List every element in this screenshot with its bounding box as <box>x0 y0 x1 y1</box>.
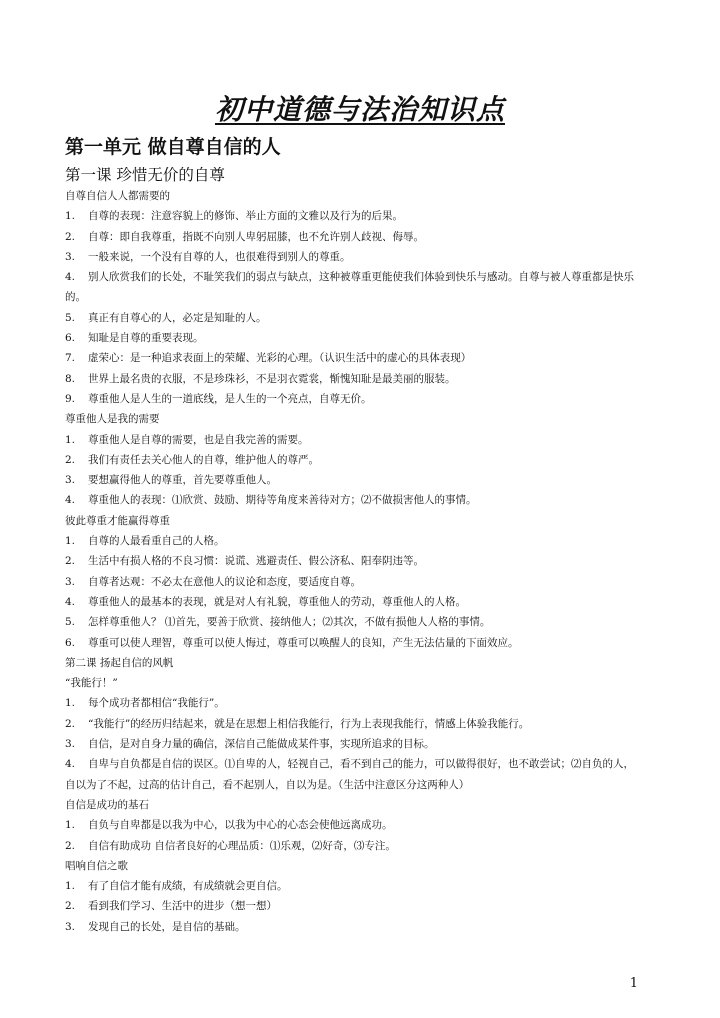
list-item-text: 尊重他人是人生的一道底线，是人生的一个亮点，自尊无价。 <box>88 392 372 405</box>
list-item-continuation: 自以为了不起，过高的估计自己，看不起别人，自以为是。（生活中注意区分这两种人） <box>65 778 470 791</box>
list-item-number: 3. <box>65 250 76 263</box>
list-item-number: 9. <box>65 392 76 405</box>
list-item <box>65 389 664 409</box>
list-item-number: 5. <box>65 311 76 324</box>
list-item-text: 真正有自尊心的人，必定是知耻的人。 <box>88 311 267 324</box>
list-item-number: 4. <box>65 595 76 608</box>
list-item <box>65 572 664 592</box>
list-item <box>65 896 664 916</box>
list-item-number: 4. <box>65 494 76 507</box>
list-item <box>65 592 664 612</box>
list-item-number: 3. <box>65 575 76 588</box>
list-item-text: 别人欣赏我们的长处，不耻笑我们的弱点与缺点，这种被尊重更能使我们体验到快乐与感动。自尊与被人尊重都是快乐 <box>88 271 634 284</box>
list-item <box>65 206 664 226</box>
list-item-number: 8. <box>65 372 76 385</box>
list-item-number: 2. <box>65 839 76 852</box>
list-item-text: 看到我们学习、生活中的进步（想一想） <box>88 900 277 913</box>
list-item-text: 怎样尊重他人？ ⑴首先，要善于欣赏、接纳他人；⑵其次，不做有损他人人格的事情。 <box>88 616 491 629</box>
list-item-text: 我们有责任去关心他人的自尊，维护他人的尊严。 <box>88 453 319 466</box>
list-item-number: 1. <box>65 697 76 710</box>
list-item <box>65 369 664 389</box>
list-item-text: 自尊：即自我尊重，指既不向别人卑躬屈膝，也不允许别人歧视、侮辱。 <box>88 230 424 243</box>
list-item-text: 一般来说，一个没有自尊的人，也很难得到别人的尊重。 <box>88 250 351 263</box>
document-body <box>65 186 664 937</box>
list-item-text: 自信有助成功 自信者良好的心理品质：⑴乐观，⑵好奇，⑶专注。 <box>88 839 396 852</box>
list-item <box>65 815 664 835</box>
list-item <box>65 308 664 328</box>
list-item-number: 3. <box>65 920 76 933</box>
list-item-number: 1. <box>65 210 76 223</box>
list-item-text: 有了自信才能有成绩，有成绩就会更自信。 <box>88 880 288 893</box>
list-item-number: 4. <box>65 758 76 771</box>
unit-heading: 第一单元 做自尊自信的人 <box>65 136 281 158</box>
list-item-text: 尊重可以使人理智，尊重可以使人悔过，尊重可以唤醒人的良知，产生无法估量的下面效应。 <box>88 636 519 649</box>
section-heading: 第二课 扬起自信的风帆 <box>65 656 174 669</box>
list-item-number: 1. <box>65 535 76 548</box>
list-item <box>65 836 664 856</box>
section-heading: 尊重他人是我的需要 <box>65 413 160 426</box>
list-item-text: “我能行”的经历归结起来，就是在思想上相信我能行，行为上表现我能行，情感上体验我能行。 <box>88 717 530 730</box>
list-item-text: 自信，是对自身力量的确信，深信自己能做成某件事，实现所追求的目标。 <box>88 738 435 751</box>
list-item-number: 4. <box>65 271 76 284</box>
page-number: 1 <box>629 976 638 991</box>
list-item-number: 3. <box>65 738 76 751</box>
list-item-text: 要想赢得他人的尊重，首先要尊重他人。 <box>88 474 277 487</box>
section-heading: 彼此尊重才能赢得尊重 <box>65 514 170 527</box>
list-item-text: 世界上最名贵的衣服，不是珍珠衫，不是羽衣霓裳，惭愧知耻是最美丽的服装。 <box>88 372 456 385</box>
list-item-text: 知耻是自尊的重要表现。 <box>88 332 204 345</box>
list-item <box>65 734 664 754</box>
list-item-number: 7. <box>65 352 76 365</box>
list-item-text: 自卑与自负都是自信的误区。⑴自卑的人，轻视自己，看不到自己的能力，可以做得很好，也不敢尝试；⑵自负的人， <box>88 758 634 771</box>
list-item <box>65 490 664 510</box>
list-item-text: 自尊者达观：不必太在意他人的议论和态度，要适度自尊。 <box>88 575 361 588</box>
list-item-number: 5. <box>65 616 76 629</box>
section-heading: 唱响自信之歌 <box>65 859 128 872</box>
list-item <box>65 348 664 368</box>
list-item-text: 虚荣心：是一种追求表面上的荣耀、光彩的心理。（认识生活中的虚心的具体表现） <box>88 352 472 365</box>
list-item <box>65 612 664 632</box>
list-item-number: 1. <box>65 433 76 446</box>
list-item-text: 每个成功者都相信“我能行”。 <box>88 697 225 710</box>
list-item <box>65 267 664 287</box>
list-item <box>65 430 664 450</box>
list-item-text: 尊重他人的最基本的表现，就是对人有礼貌，尊重他人的劳动，尊重他人的人格。 <box>88 595 466 608</box>
list-item <box>65 247 664 267</box>
list-item-number: 6. <box>65 636 76 649</box>
list-item <box>65 531 664 551</box>
section-heading: “我能行！” <box>65 677 118 690</box>
list-item-text: 自负与自卑都是以我为中心，以我为中心的心态会使他远离成功。 <box>88 819 393 832</box>
list-item-text: 尊重他人的表现：⑴欣赏、鼓励、期待等角度来善待对方；⑵不做损害他人的事情。 <box>88 494 477 507</box>
list-item-number: 2. <box>65 717 76 730</box>
list-item-continuation: 的。 <box>65 291 86 304</box>
list-item-text: 发现自己的长处，是自信的基础。 <box>88 920 246 933</box>
list-item-number: 6. <box>65 332 76 345</box>
lesson-heading: 第一课 珍惜无价的自尊 <box>65 166 225 184</box>
list-item <box>65 917 664 937</box>
list-item <box>65 693 664 713</box>
list-item <box>65 714 664 734</box>
document-title: 初中道德与法治知识点 <box>214 93 505 126</box>
list-item-number: 2. <box>65 230 76 243</box>
section-heading: 自尊自信人人都需要的 <box>65 190 170 202</box>
list-item-number: 1. <box>65 819 76 832</box>
list-item-number: 2. <box>65 900 76 913</box>
list-item <box>65 450 664 470</box>
list-item-text: 自尊的人最看重自己的人格。 <box>88 535 225 548</box>
list-item-number: 2. <box>65 453 76 466</box>
list-item <box>65 470 664 490</box>
section-heading: 自信是成功的基石 <box>65 798 149 811</box>
list-item-number: 2. <box>65 555 76 568</box>
list-item <box>65 328 664 348</box>
list-item-number: 3. <box>65 474 76 487</box>
list-item-text: 尊重他人是自尊的需要，也是自我完善的需要。 <box>88 433 309 446</box>
list-item <box>65 754 664 774</box>
list-item <box>65 633 664 653</box>
list-item <box>65 551 664 571</box>
list-item-text: 自尊的表现：注意容貌上的修饰、举止方面的文雅以及行为的后果。 <box>88 210 403 223</box>
list-item-text: 生活中有损人格的不良习惯：说谎、逃避责任、假公济私、阳奉阴违等。 <box>88 555 424 568</box>
list-item-number: 1. <box>65 880 76 893</box>
list-item <box>65 876 664 896</box>
list-item <box>65 227 664 247</box>
